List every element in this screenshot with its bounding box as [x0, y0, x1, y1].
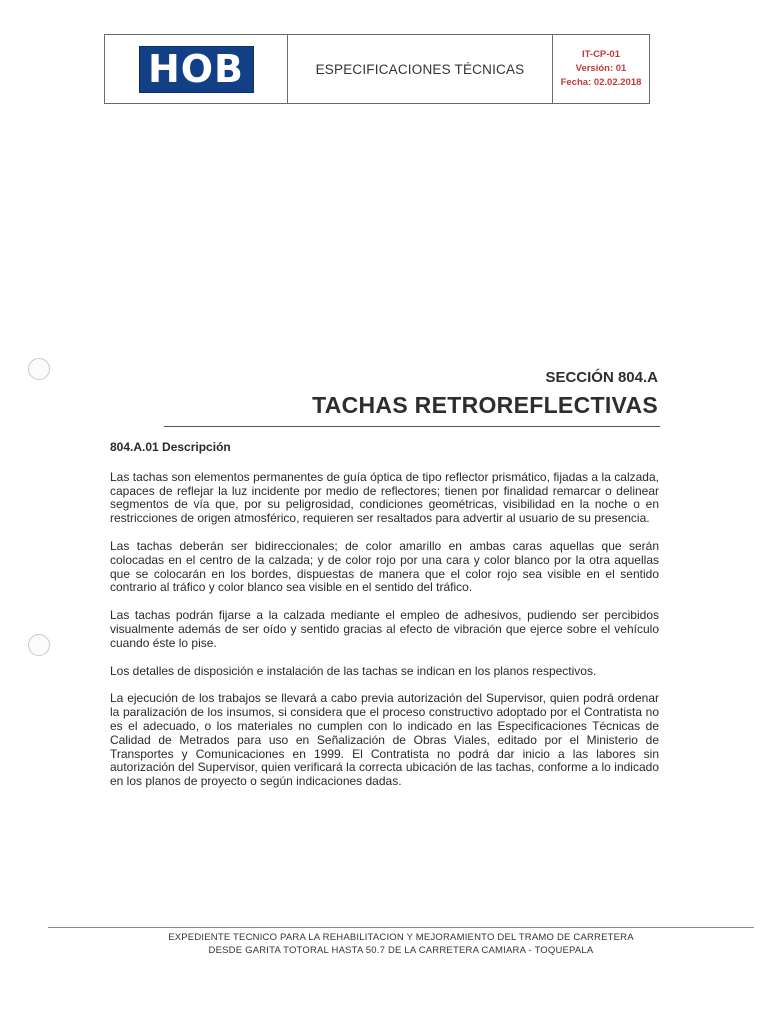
- logo-cell: [105, 35, 288, 103]
- section-number: SECCIÓN 804.A: [545, 369, 658, 386]
- document-footer: [48, 931, 754, 957]
- header-title: ESPECIFICACIONES TÉCNICAS: [288, 35, 553, 103]
- section-divider: [164, 426, 660, 427]
- document-version: Versión: 01: [575, 63, 627, 74]
- paragraph: Los detalles de disposición e instalación de las tachas se indican en los planos respectivos.: [110, 663, 597, 678]
- document-meta: [553, 35, 649, 103]
- punch-hole-upper: [28, 358, 50, 380]
- paragraph: Las tachas podrán fijarse a la calzada mediante el empleo de adhesivos, pudiendo ser percibidos visualmente además de ser oído y sentido gracias al efecto de vibración que ejerce sobre el vehículo cuando éste lo pise.: [110, 608, 659, 650]
- punch-hole-lower: [28, 634, 50, 656]
- subheading: 804.A.01 Descripción: [110, 440, 231, 454]
- footer-line-1: EXPEDIENTE TECNICO PARA LA REHABILITACION Y MEJORAMIENTO DEL TRAMO DE CARRETERA: [168, 932, 634, 943]
- paragraph: Las tachas deberán ser bidireccionales; de color amarillo en ambas caras aquellas que serán colocadas en el centro de la calzada; y de color rojo por una cara y color blanco por la otra aquellas que se colocarán en los bordes, dispuestas de manera que el color rojo sea visible en el sentido contrario al tráfico y color blanco sea visible en el sentido del tráfico.: [110, 538, 659, 595]
- document-date: Fecha: 02.02.2018: [560, 77, 642, 88]
- section-title: TACHAS RETROREFLECTIVAS: [312, 392, 658, 418]
- paragraph: La ejecución de los trabajos se llevará a cabo previa autorización del Supervisor, quien podrá ordenar la paralización de los insumos, si considera que el proceso constructivo adoptado por el Contratista no es el adecuado, o los materiales no cumplen con lo indicado en las Especificaciones Técnicas de Calidad de Metrados para uso en Señalización de Obras Viales, editado por el Ministerio de Transportes y Comunicaciones en 1999. El Contratista no podrá dar inicio a las labores sin autorización del Supervisor, quien verificará la correcta ubicación de las tachas, conforme a lo indicado en los planos de proyecto o según indicaciones dadas.: [110, 691, 659, 789]
- paragraph: Las tachas son elementos permanentes de guía óptica de tipo reflector prismático, fijadas a la calzada, capaces de reflejar la luz incidente por medio de reflectores; tienen por finalidad remarcar o delinear segmentos de vía que, por su peligrosidad, condiciones geométricas, visibilidad en la noche o en restricciones de origen atmosférico, requieren ser resaltados para advertir al usuario de su presencia.: [110, 469, 659, 526]
- footer-line-2: DESDE GARITA TOTORAL HASTA 50.7 DE LA CARRETERA CAMIARA - TOQUEPALA: [208, 945, 594, 956]
- footer-divider: [48, 927, 754, 928]
- company-logo: HOB: [139, 46, 254, 93]
- document-body: [110, 441, 659, 803]
- document-header: [104, 34, 650, 104]
- document-code: IT-CP-01: [581, 49, 620, 60]
